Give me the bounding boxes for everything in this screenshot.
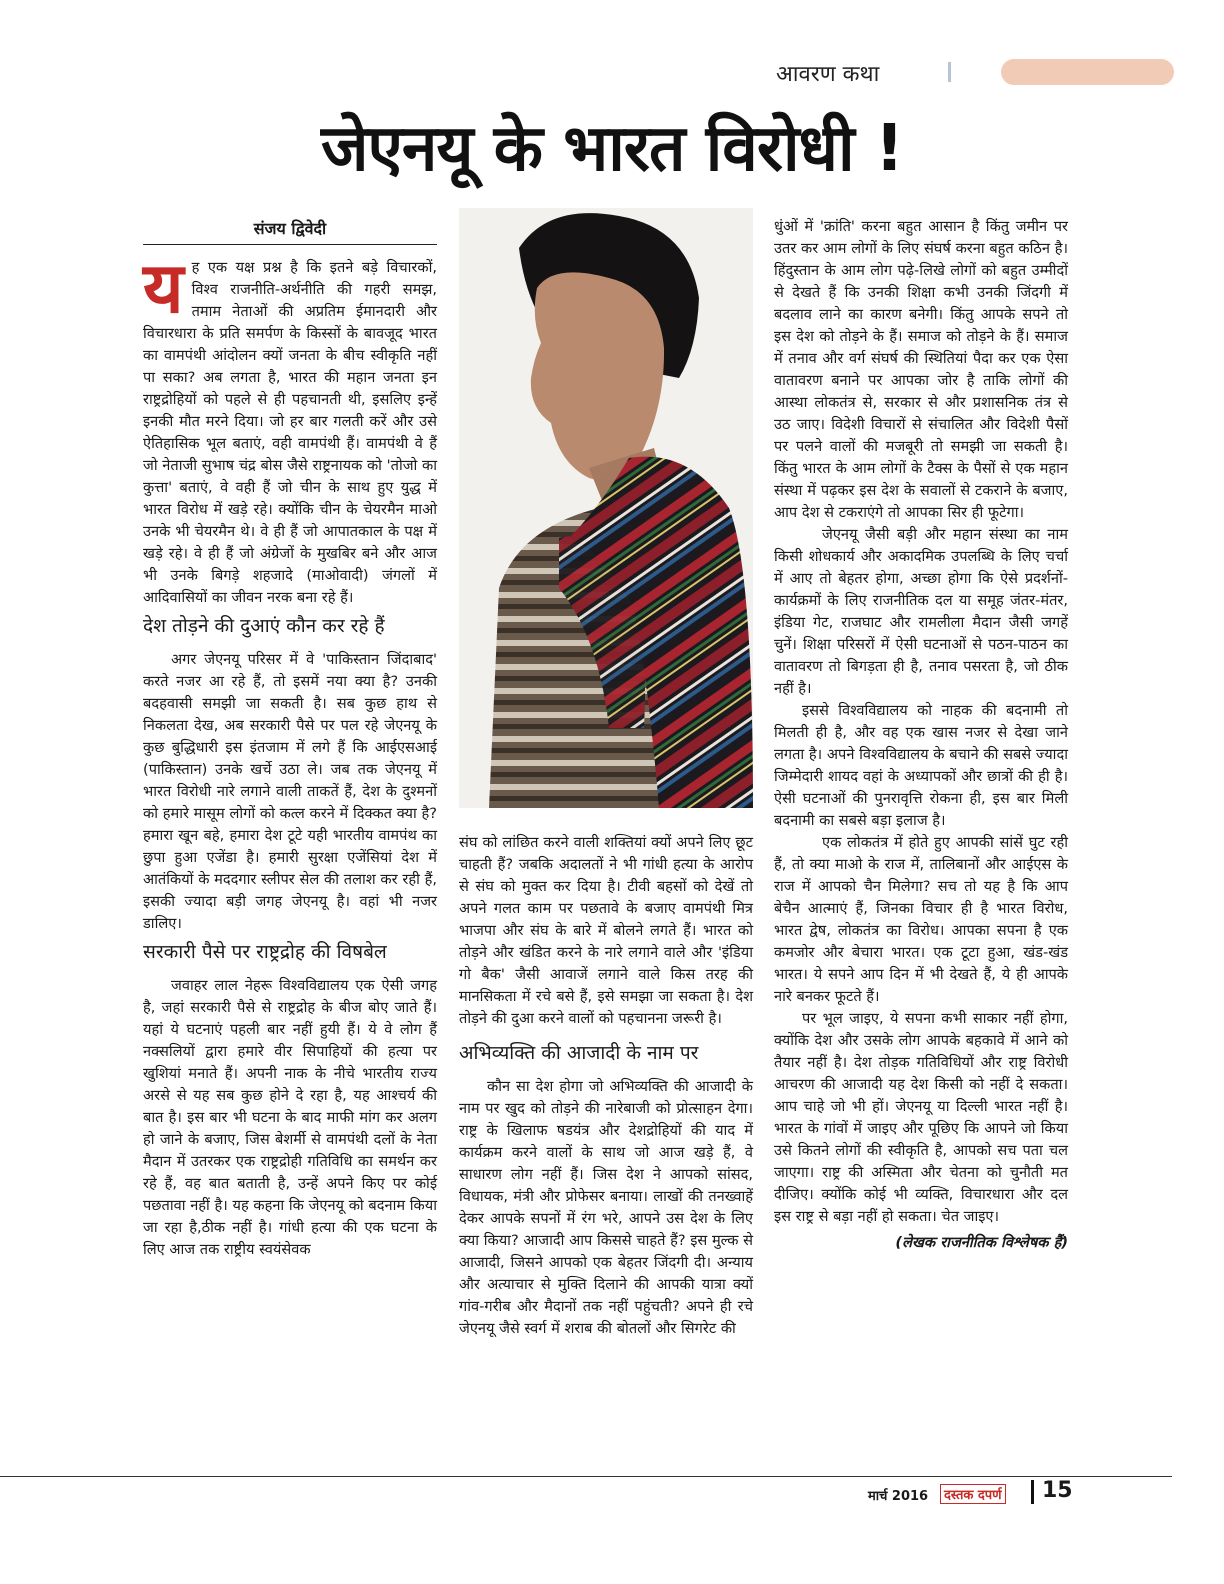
page-title: जेएनयू के भारत विरोधी ! xyxy=(320,112,904,186)
paragraph: जवाहर लाल नेहरू विश्वविद्यालय एक ऐसी जगह है, जहां सरकारी पैसे से राष्ट्रद्रोह के बीज बोए जाते हैं। यहां ये घटनाएं पहली बार नहीं हुयी हैं। ये वे लोग हैं नक्सलियों द्वारा हमारे वीर सिपाहियों की हत्या पर खुशियां मनाते हैं। अपनी नाक के नीचे भारतीय राज्य अरसे से यह सब कुछ होने दे रहा है, यह आश्चर्य की बात है। इस बार भी घटना के बाद माफी मांग कर अलग हो जाने के बजाए, जिस बेशर्मी से वामपंथी दलों के नेता मैदान में उतरकर एक राष्ट्रद्रोही गतिविधि का समर्थन कर रहे हैं, वह बात बताती है, उन्हें अपने किए पर कोई पछतावा नहीं है। यह कहना कि जेएनयू को बदनाम किया जा रहा है,ठीक नहीं है। गांधी हत्या की एक घटना के लिए आज तक राष्ट्रीय स्वयंसेवक xyxy=(143,977,437,1258)
subheading-2: सरकारी पैसे पर राष्ट्रद्रोह की विषबेल xyxy=(143,941,387,963)
section-label: आवरण कथा xyxy=(776,62,880,87)
footer-rule xyxy=(0,1476,1172,1477)
paragraph: कौन सा देश होगा जो अभिव्यक्ति की आजादी के नाम पर खुद को तोड़ने की नारेबाजी को प्रोत्साहन देगा। राष्ट्र के खिलाफ षडयंत्र और देशद्रोहियों की याद में कार्यक्रम करने वालों के साथ जो आज खड़े हैं, वे साधारण लोग नहीं हैं। जिस देश ने आपको सांसद, विधायक, मंत्री और प्रोफेसर बनाया। लाखों की तनख्वाहें देकर आपके सपनों में रंग भरे, आपने उस देश के लिए क्या किया? आजादी आप किससे चाहते हैं? इस मुल्क से आजादी, जिसने आपको एक बेहतर जिंदगी दी। अन्याय और अत्याचार से मुक्ति दिलाने की आपकी यात्रा क्यों गांव-गरीब और मैदानों तक नहीं पहुंचती? अपने ही रचे जेएनयू जैसे स्वर्ग में शराब की बोतलों और सिगरेट की xyxy=(459,1078,753,1337)
paragraph: धुंओं में 'क्रांति' करना बहुत आसान है किंतु जमीन पर उतर कर आम लोगों के लिए संघर्ष करना बहुत कठिन है। हिंदुस्तान के आम लोग पढ़े-लिखे लोगों को बहुत उम्मीदों से देखते हैं कि उनकी शिक्षा कभी उनकी जिंदगी में बदलाव लाने का कारण बनेगी। किंतु आपके सपने तो इस देश को तोड़ने के हैं। समाज को तोड़ने के हैं। समाज में तनाव और वर्ग संघर्ष की स्थितियां पैदा कर एक ऐसा वातावरण बनाने पर आपका जोर है ताकि लोगों की आस्था लोकतंत्र से, सरकार से और प्रशासनिक तंत्र से उठ जाए। विदेशी विचारों से संचालित और विदेशी पैसों पर पलने वालों की मजबूरी तो समझी जा सकती है। किंतु भारत के आम लोगों के टैक्स के पैसों से एक महान संस्था में पढ़कर इस देश के सवालों से टकराने के बजाए, आप देश से टकराएंगे तो आपका सिर ही फूटेगा। xyxy=(774,218,1068,521)
author-note: (लेखक राजनीतिक विश्लेषक हैं) xyxy=(895,1234,1068,1251)
intro-paragraph xyxy=(143,247,437,609)
paragraph: इससे विश्वविद्यालय को नाहक की बदनामी तो मिलती ही है, और वह एक खास नजर से देखा जाने लगता है। अपने विश्वविद्यालय के बचाने की सबसे ज्यादा जिम्मेदारी शायद वहां के अध्यापकों और छात्रों की ही है। ऐसी घटनाओं की पुनरावृत्ति रोकना ही, इस बार मिली बदनामी का सबसे बड़ा इलाज है। xyxy=(774,702,1068,829)
article-column-2 xyxy=(459,832,753,1340)
paragraph: जेएनयू जैसी बड़ी और महान संस्था का नाम किसी शोधकार्य और अकादमिक उपलब्धि के लिए चर्चा में आए तो बेहतर होगा, अच्छा होगा कि ऐसे प्रदर्शनों-कार्यक्रमों के लिए राजनीतिक दल या समूह जंतर-मंतर, इंडिया गेट, राजघाट और रामलीला मैदान जैसी जगहें चुनें। शिक्षा परिसरों में ऐसी घटनाओं से पठन-पाठन का वातावरण तो बिगड़ता ही है, तनाव पसरता है, जो ठीक नहीं है। xyxy=(774,526,1068,697)
paragraph: पर भूल जाइए, ये सपना कभी साकार नहीं होगा, क्योंकि देश और उसके लोग आपके बहकावे में आने को तैयार नहीं है। देश तोड़क गतिविधियों और राष्ट्र विरोधी आचरण की आजादी यह देश किसी को नहीं दे सकता। आप चाहे जो भी हों। जेएनयू या दिल्ली भारत नहीं है। भारत के गांवों में जाइए और पूछिए कि आपने जो किया उसे कितने लोगों की स्वीकृति है, आपको सच पता चल जाएगा। राष्ट्र की अस्मिता और चेतना को चुनौती मत दीजिए। क्योंकि कोई भी व्यक्ति, विचारधारा और दल इस राष्ट्र से बड़ा नहीं हो सकता। चेत जाइए। xyxy=(774,1010,1068,1225)
subheading-3: अभिव्यक्ति की आजादी के नाम पर xyxy=(459,1042,699,1064)
intro-text: ह एक यक्ष प्रश्न है कि इतने बड़े विचारकों, विश्व राजनीति-अर्थनीति की गहरी समझ, तमाम नेताओं की अप्रतिम ईमानदारी और विचारधारा के प्रति समर्पण के किस्सों के बावजूद भारत का वामपंथी आंदोलन क्यों जनता के बीच स्वीकृति नहीं पा सका? अब लगता है, भारत की महान जनता इन राष्ट्रद्रोहियों को पहले से ही पहचानती थी, इसलिए इन्हें इनकी मौत मरने दिया। जो हर बार गलती करें और उसे ऐतिहासिक भूल बताएं, वही वामपंथी हैं। वामपंथी वे हैं जो नेताजी सुभाष चंद्र बोस जैसे राष्ट्रनायक को 'तोजो का कुत्ता' बताएं, वे वही हैं जो चीन के साथ हुए युद्ध में भारत विरोध में खड़े रहे। क्योंकि चीन के चेयरमैन माओ उनके भी चेयरमैन थे। वे ही हैं जो आपातकाल के पक्ष में खड़े रहे। वे ही हैं जो अंग्रेजों के मुखबिर बने और आज भी उनके बिगड़े शहजादे (माओवादी) जंगलों में आदिवासियों का जीवन नरक बना रहे हैं। xyxy=(143,259,437,606)
magazine-logo: दस्तक दपर्ण xyxy=(940,1484,1006,1504)
paragraph: संघ को लांछित करने वाली शक्तियां क्यों अपने लिए छूट चाहती हैं? जबकि अदालतों ने भी गांधी हत्या के आरोप से संघ को मुक्त कर दिया है। टीवी बहसों को देखें तो अपने गलत काम पर पछतावे के बजाए वामपंथी मित्र भाजपा और संघ के बारे में बोलने लगते हैं। भारत को तोड़ने और खंडित करने के नारे लगाने वाले और 'इंडिया गो बैक' जैसी आवाजें लगाने वाले किस तरह की मानसिकता में रचे बसे हैं, इसे समझा जा सकता है। देश तोड़ने की दुआ करने वालों को पहचानना जरूरी है। xyxy=(459,834,753,1027)
paragraph: अगर जेएनयू परिसर में वे 'पाकिस्तान जिंदाबाद' करते नजर आ रहे हैं, तो इसमें नया क्या है? उनकी बदहवासी समझी जा सकती है। सब कुछ हाथ से निकलता देख, अब सरकारी पैसे पर पल रहे जेएनयू के कुछ बुद्धिधारी इस इंतजाम में लगे हैं कि आईएसआई (पाकिस्तान) उनके खर्चे उठा ले। जब तक जेएनयू में भारत विरोधी नारे लगाने वाली ताकतें हैं, देश के दुश्मनों को हमारे मासूम लोगों को कत्ल करने में दिक्कत क्या है? हमारा खून बहे, हमारा देश टूटे यही भारतीय वामपंथ का छुपा हुआ एजेंडा है। हमारी सुरक्षा एजेंसियां देश में आतंकियों के मददगार स्लीपर सेल की तलाश कर रही हैं, इसकी ज्यादा बड़ी जगह जेएनयू है। वहां भी नजर डालिए। xyxy=(143,651,437,932)
photo-person-shawl-icon xyxy=(459,208,753,808)
author-byline: संजय द्विवेदी xyxy=(143,218,437,245)
issue-date: मार्च 2016 xyxy=(868,1489,929,1504)
article-column-1 xyxy=(143,218,437,1261)
section-divider xyxy=(948,62,951,82)
article-photo xyxy=(459,208,753,808)
section-pill xyxy=(1001,59,1174,85)
paragraph: एक लोकतंत्र में होते हुए आपकी सांसें घुट रही हैं, तो क्या माओ के राज में, तालिबानों और आईएस के राज में आपको चैन मिलेगा? सच तो यह है कि आप बेचैन आत्माएं हैं, जिनका विचार ही है भारत विरोध, भारत द्वेष, लोकतंत्र का विरोध। आपका सपना है एक कमजोर और बेचारा भारत। एक टूटा हुआ, खंड-खंड भारत। ये सपने आप दिन में भी देखते हैं, ये ही आपके नारे बनकर फूटते हैं। xyxy=(774,834,1068,1005)
drop-cap: य xyxy=(143,247,184,329)
subheading-1: देश तोड़ने की दुआएं कौन कर रहे हैं xyxy=(143,615,385,637)
article-column-3 xyxy=(774,216,1068,1254)
footer-separator xyxy=(1031,1480,1034,1504)
page-number: 15 xyxy=(1042,1478,1073,1503)
